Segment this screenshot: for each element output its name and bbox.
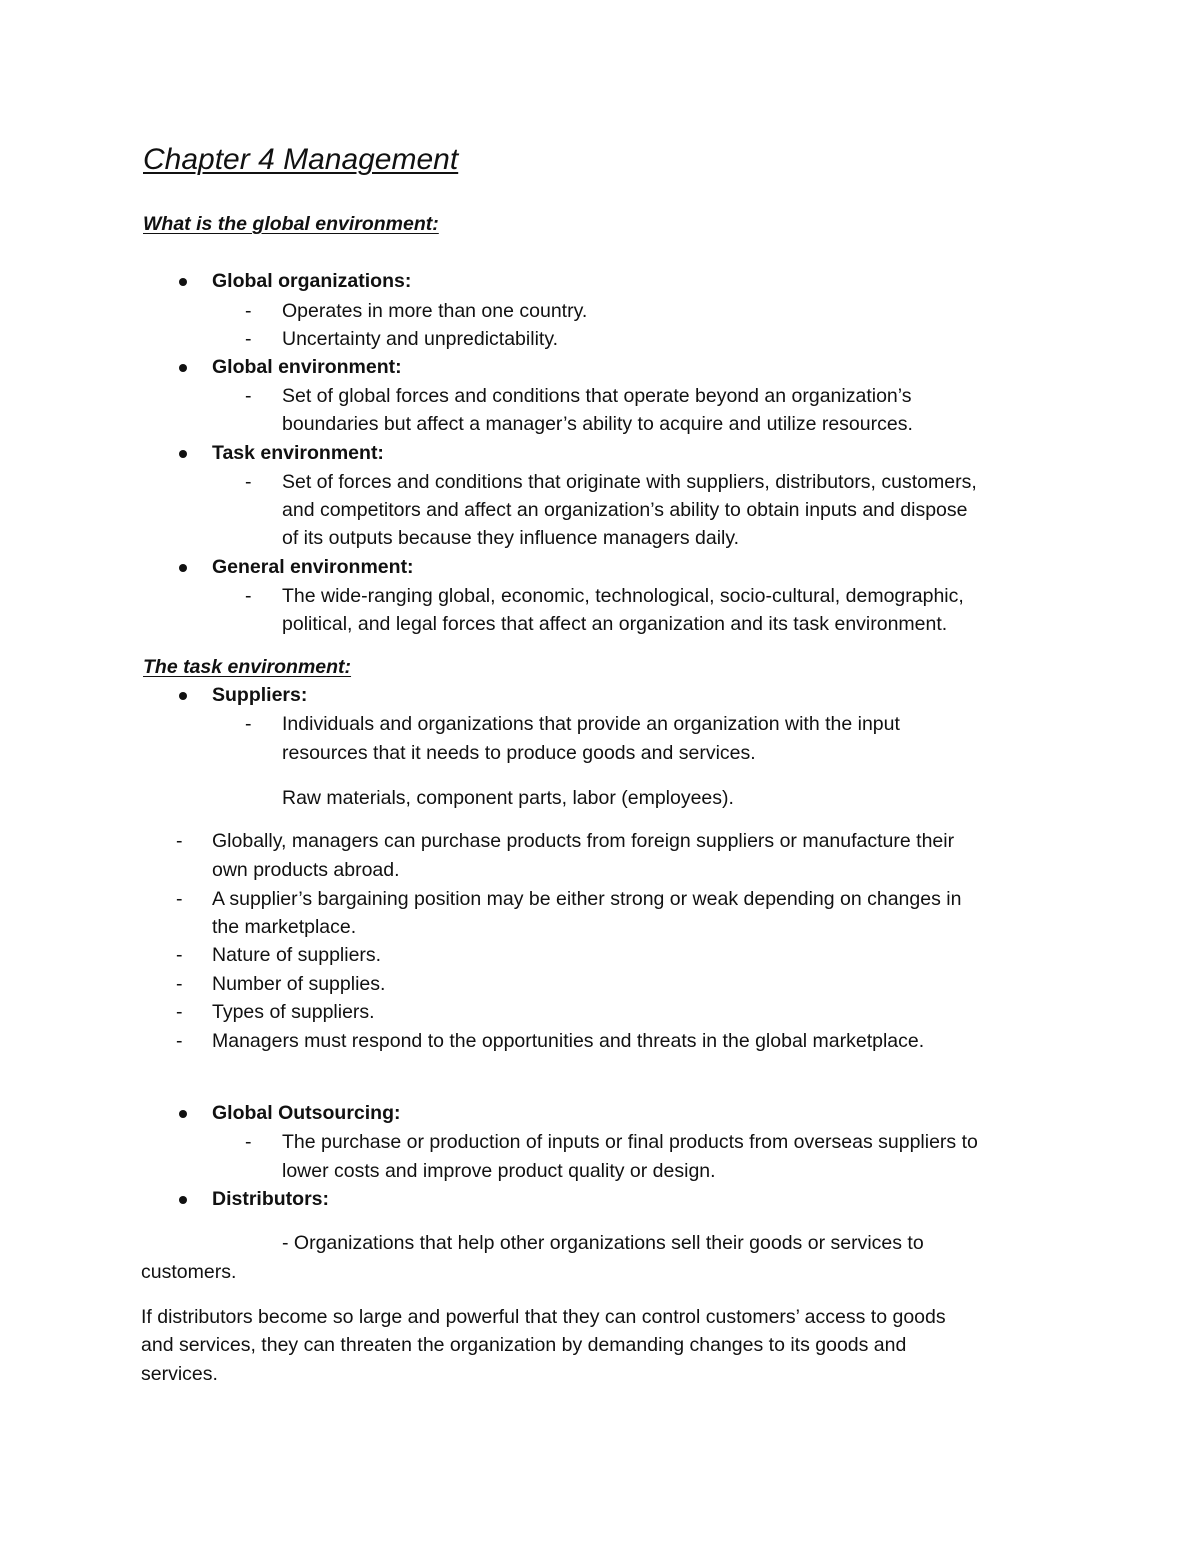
list-item: The purchase or production of inputs or final products from overseas suppliers to [282, 1131, 978, 1153]
dash-icon: - [176, 973, 183, 995]
distributors-definition-continued: customers. [141, 1261, 237, 1283]
dash-icon: - [245, 1131, 252, 1153]
list-item-continued: lower costs and improve product quality or design. [282, 1160, 716, 1182]
term-suppliers: Suppliers: [212, 684, 308, 706]
dash-icon: - [245, 300, 252, 322]
list-item: Number of supplies. [212, 973, 386, 995]
dash-icon: - [245, 385, 252, 407]
list-item: Individuals and organizations that provide an organization with the input [282, 713, 900, 735]
list-item: A supplier’s bargaining position may be either strong or weak depending on changes in [212, 888, 962, 910]
paragraph-line: and services, they can threaten the organization by demanding changes to its goods and [141, 1334, 907, 1356]
dash-icon: - [176, 830, 183, 852]
list-item: Set of forces and conditions that originate with suppliers, distributors, customers, [282, 471, 977, 493]
bullet-icon [179, 1196, 187, 1204]
section-heading-global-environment: What is the global environment: [143, 213, 439, 235]
suppliers-note: Raw materials, component parts, labor (employees). [282, 787, 734, 809]
distributors-definition: - Organizations that help other organizations sell their goods or services to [282, 1232, 924, 1254]
dash-icon: - [245, 328, 252, 350]
bullet-icon [179, 364, 187, 372]
dash-icon: - [245, 713, 252, 735]
page-title: Chapter 4 Management [143, 143, 459, 176]
list-item: Types of suppliers. [212, 1001, 375, 1023]
bullet-icon [179, 564, 187, 572]
paragraph-line: services. [141, 1363, 218, 1385]
list-item: Uncertainty and unpredictability. [282, 328, 559, 350]
dash-icon: - [176, 944, 183, 966]
section-heading-task-environment: The task environment: [143, 656, 352, 678]
bullet-icon [179, 1110, 187, 1118]
bullet-icon [179, 450, 187, 458]
term-global-organizations: Global organizations: [212, 270, 412, 292]
bullet-icon [179, 278, 187, 286]
dash-icon: - [245, 585, 252, 607]
list-item: Managers must respond to the opportunities and threats in the global marketplace. [212, 1030, 925, 1052]
list-item: Globally, managers can purchase products from foreign suppliers or manufacture their [212, 830, 955, 852]
list-item: Operates in more than one country. [282, 300, 588, 322]
list-item-continued: political, and legal forces that affect an organization and its task environment. [282, 613, 948, 635]
list-item-continued: the marketplace. [212, 916, 357, 938]
dash-icon: - [176, 888, 183, 910]
term-global-environment: Global environment: [212, 356, 402, 378]
paragraph-line: If distributors become so large and powerful that they can control customers’ access to goods [141, 1306, 946, 1328]
list-item-continued: own products abroad. [212, 859, 400, 881]
list-item: Set of global forces and conditions that operate beyond an organization’s [282, 385, 912, 407]
dash-icon: - [245, 471, 252, 493]
list-item-continued: resources that it needs to produce goods and services. [282, 742, 756, 764]
term-task-environment: Task environment: [212, 442, 384, 464]
list-item-continued: and competitors and affect an organization’s ability to obtain inputs and dispose [282, 499, 968, 521]
list-item-continued: of its outputs because they influence managers daily. [282, 527, 740, 549]
bullet-icon [179, 692, 187, 700]
dash-icon: - [176, 1030, 183, 1052]
term-general-environment: General environment: [212, 556, 414, 578]
term-global-outsourcing: Global Outsourcing: [212, 1102, 401, 1124]
term-distributors: Distributors: [212, 1188, 329, 1210]
dash-icon: - [176, 1001, 183, 1023]
list-item: The wide-ranging global, economic, technological, socio-cultural, demographic, [282, 585, 964, 607]
list-item-continued: boundaries but affect a manager’s ability to acquire and utilize resources. [282, 413, 913, 435]
list-item: Nature of suppliers. [212, 944, 382, 966]
